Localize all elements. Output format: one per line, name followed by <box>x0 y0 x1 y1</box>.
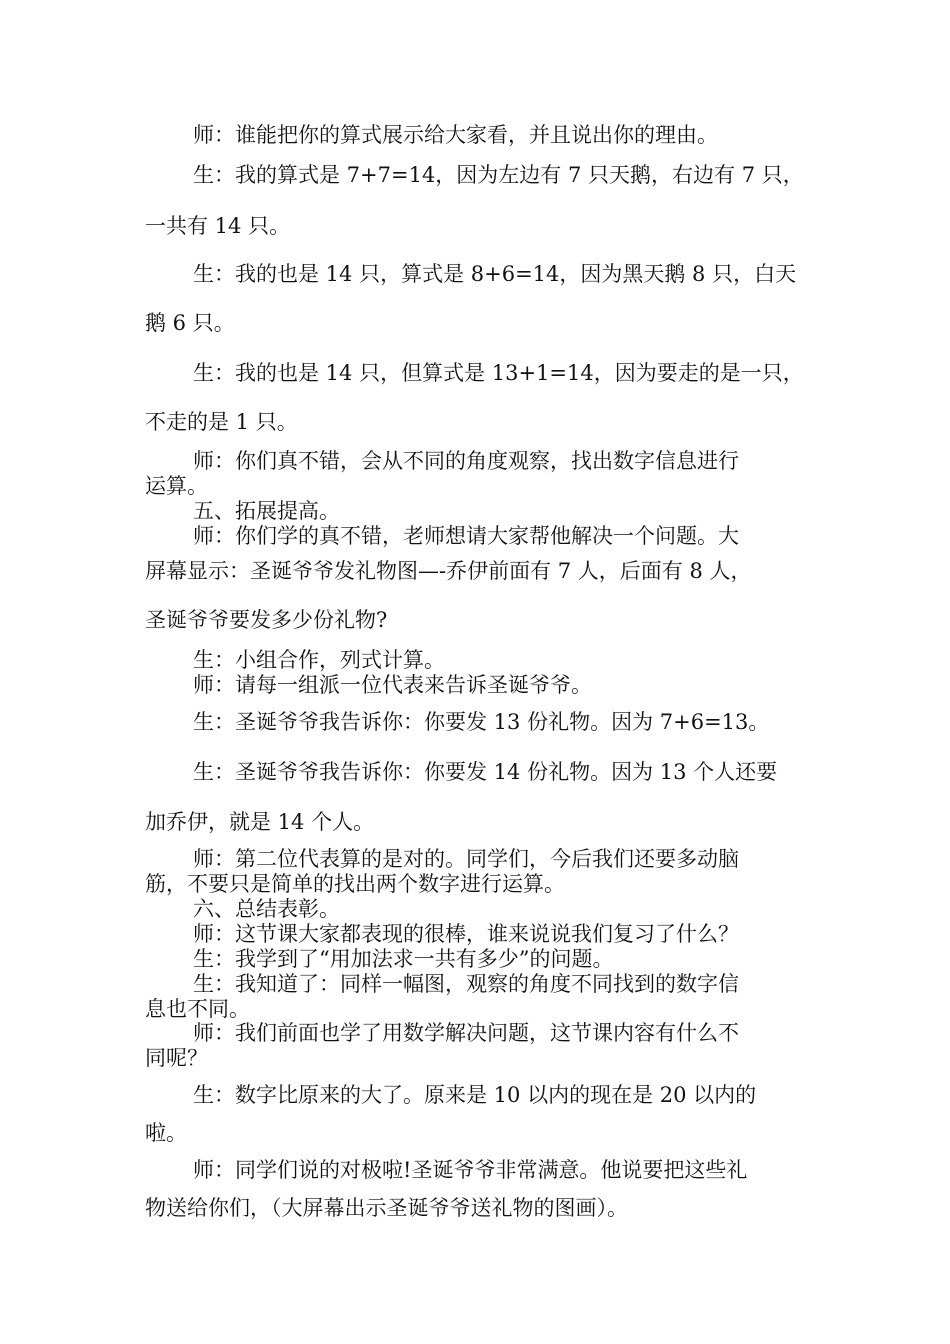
text-line: 生：我知道了：同样一幅图，观察的角度不同找到的数字信 <box>193 972 739 996</box>
text-line: 师：你们学的真不错，老师想请大家帮他解决一个问题。大 <box>193 524 739 548</box>
text-line: 师：请每一组派一位代表来告诉圣诞爷爷。 <box>193 673 592 697</box>
paragraph-8 <box>145 673 807 698</box>
text-line: 不走的是 1 只。 <box>145 410 298 434</box>
text-line: 六、总结表彰。 <box>193 897 340 921</box>
paragraph-15 <box>145 1021 807 1071</box>
text-line: 啦。 <box>145 1121 187 1145</box>
paragraph-11 <box>145 847 807 897</box>
text-line: 一共有 14 只。 <box>145 214 291 238</box>
text-line: 筋，不要只是简单的找出两个数字进行运算。 <box>145 872 565 896</box>
text-line: 生：我学到了“用加法求一共有多少”的问题。 <box>193 947 614 971</box>
text-line: 加乔伊，就是 14 个人。 <box>145 810 375 834</box>
text-line: 生：小组合作，列式计算。 <box>193 648 445 672</box>
paragraph-6 <box>145 524 807 633</box>
paragraph-12 <box>145 922 807 947</box>
text-line: 师：同学们说的对极啦!圣诞爷爷非常满意。他说要把这些礼 <box>193 1158 748 1182</box>
text-line: 生：圣诞爷爷我告诉你：你要发 13 份礼物。因为 7+6=13。 <box>193 710 770 734</box>
text-line: 生：我的也是 14 只，但算式是 13+1=14，因为要走的是一只， <box>193 361 804 385</box>
paragraph-2 <box>145 163 807 239</box>
text-line: 生：我的算式是 7+7=14，因为左边有 7 只天鹅，右边有 7 只， <box>193 163 804 187</box>
paragraph-16 <box>145 1083 807 1146</box>
paragraph-14 <box>145 972 807 1022</box>
text-line: 息也不同。 <box>145 997 250 1021</box>
paragraph-9 <box>145 710 807 735</box>
text-line: 同呢？ <box>145 1046 208 1070</box>
text-line: 师：你们真不错，会从不同的角度观察，找出数字信息进行 <box>193 449 739 473</box>
paragraph-1 <box>145 123 807 148</box>
paragraph-7 <box>145 648 807 673</box>
paragraph-13 <box>145 947 807 972</box>
text-line: 师：谁能把你的算式展示给大家看，并且说出你的理由。 <box>193 123 718 147</box>
text-line: 物送给你们，（大屏幕出示圣诞爷爷送礼物的图画）。 <box>145 1196 628 1220</box>
text-line: 师：我们前面也学了用数学解决问题，这节课内容有什么不 <box>193 1021 739 1045</box>
text-line: 圣诞爷爷要发多少份礼物? <box>145 608 388 632</box>
paragraph-5 <box>145 449 807 499</box>
text-line: 屏幕显示：圣诞爷爷发礼物图—-乔伊前面有 7 人，后面有 8 人， <box>145 559 752 583</box>
text-line: 运算。 <box>145 474 208 498</box>
section-heading-5 <box>145 499 807 524</box>
paragraph-4 <box>145 361 807 435</box>
text-line: 生：我的也是 14 只，算式是 8+6=14，因为黑天鹅 8 只，白天 <box>193 262 797 286</box>
text-line: 鹅 6 只。 <box>145 311 235 335</box>
text-line: 师：这节课大家都表现的很棒，谁来说说我们复习了什么？ <box>193 922 739 946</box>
text-line: 五、拓展提高。 <box>193 499 340 523</box>
paragraph-17 <box>145 1158 807 1221</box>
paragraph-10 <box>145 760 807 835</box>
text-line: 生：数字比原来的大了。原来是 10 以内的现在是 20 以内的 <box>193 1083 757 1107</box>
paragraph-3 <box>145 262 807 336</box>
section-heading-6 <box>145 897 807 922</box>
text-line: 师：第二位代表算的是对的。同学们，今后我们还要多动脑 <box>193 847 739 871</box>
text-line: 生：圣诞爷爷我告诉你：你要发 14 份礼物。因为 13 个人还要 <box>193 760 778 784</box>
